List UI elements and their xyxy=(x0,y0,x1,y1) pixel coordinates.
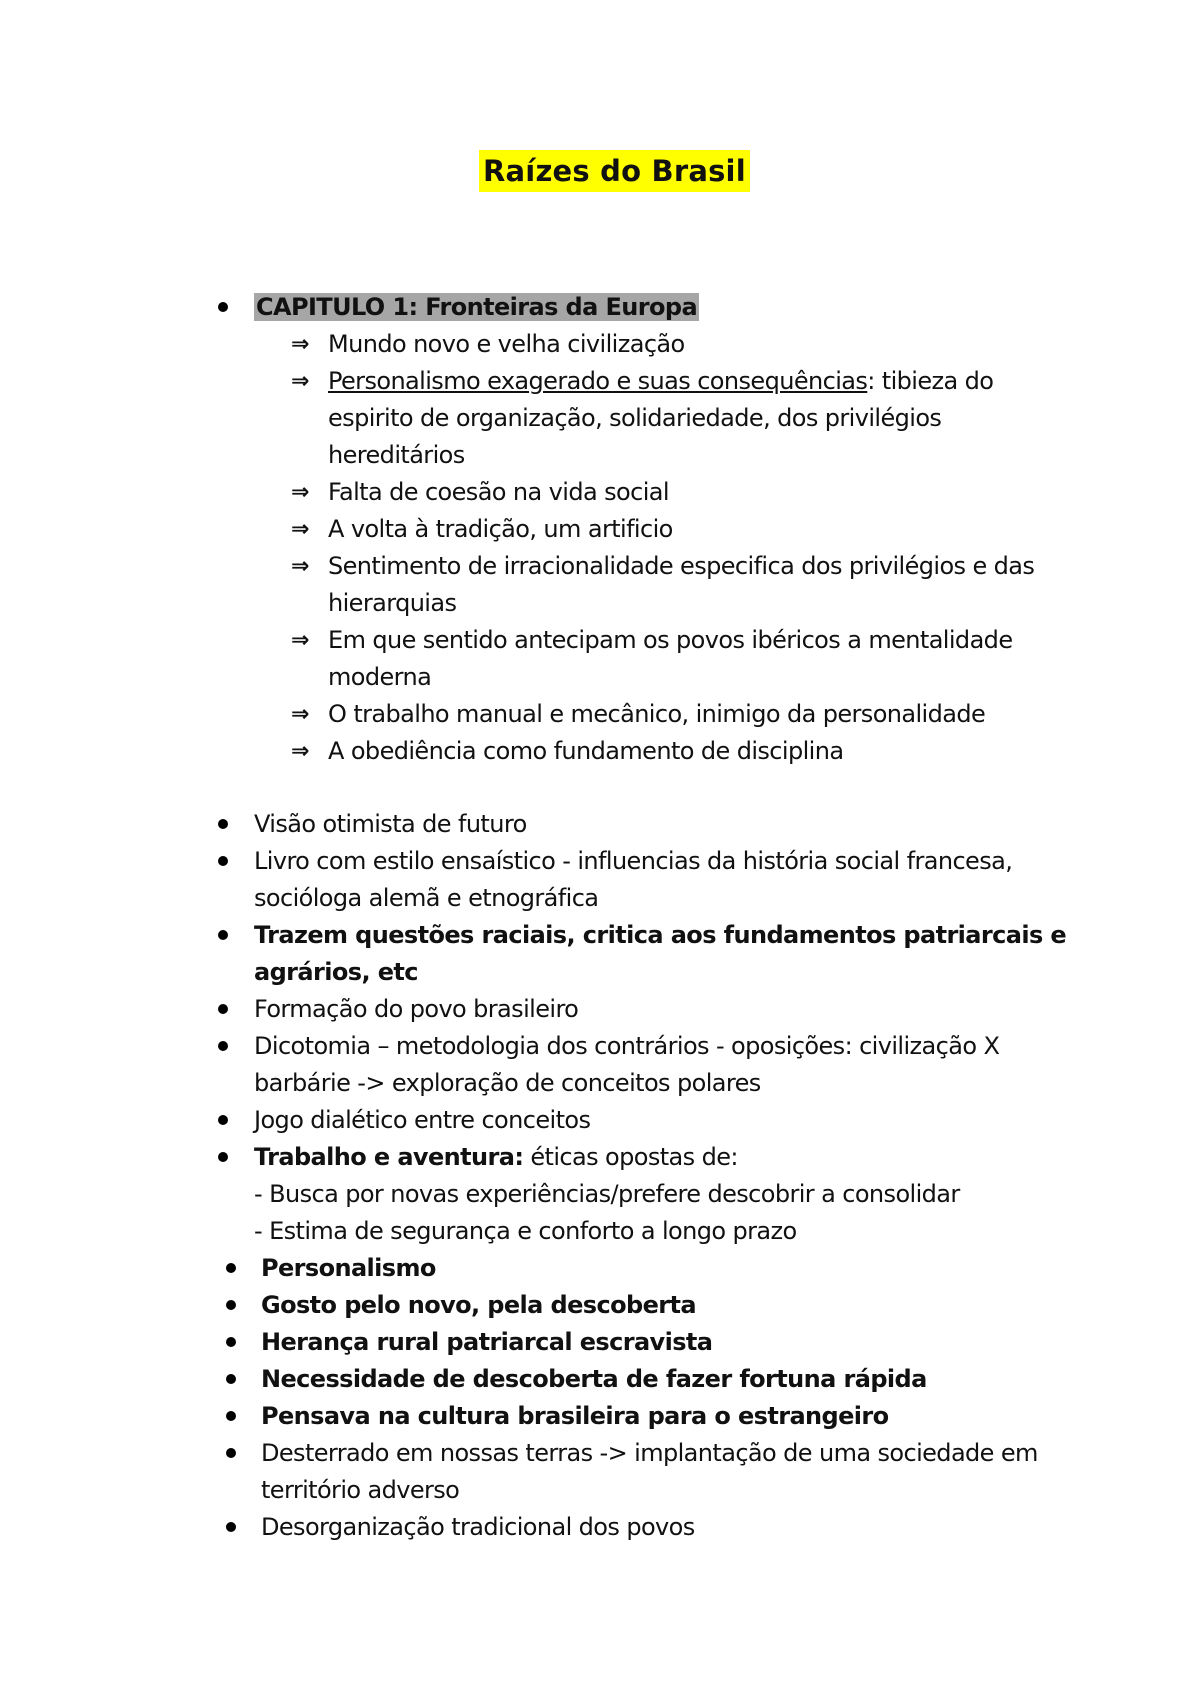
double-arrow-icon: ⇒ xyxy=(291,702,310,727)
chapter-item: Falta de coesão na vida social xyxy=(328,478,669,506)
list-item xyxy=(254,1139,738,1176)
page-title: Raízes do Brasil xyxy=(479,150,750,192)
double-arrow-icon: ⇒ xyxy=(291,628,310,653)
double-arrow-icon: ⇒ xyxy=(291,480,310,505)
list-item: Necessidade de descoberta de fazer fortuna rápida xyxy=(261,1365,927,1393)
list-item: Personalismo xyxy=(261,1254,436,1282)
chapter-item-continuation: hierarquias xyxy=(328,589,457,617)
chapter-item xyxy=(328,363,993,400)
bullet-dot-icon xyxy=(218,930,228,940)
double-arrow-icon: ⇒ xyxy=(291,554,310,579)
chapter-item-continuation: espirito de organização, solidariedade, dos privilégios xyxy=(328,404,942,432)
chapter-item: A volta à tradição, um artificio xyxy=(328,515,673,543)
bullet-dot-icon xyxy=(226,1337,236,1347)
bullet-dot-icon xyxy=(226,1300,236,1310)
list-item-continuation: - Busca por novas experiências/prefere descobrir a consolidar xyxy=(254,1180,960,1208)
double-arrow-icon: ⇒ xyxy=(291,369,310,394)
chapter-item: A obediência como fundamento de disciplina xyxy=(328,737,844,765)
bullet-dot-icon xyxy=(218,302,228,312)
bullet-dot-icon xyxy=(218,1152,228,1162)
list-item: Desorganização tradicional dos povos xyxy=(261,1513,695,1541)
chapter-item-rest: : tibieza do xyxy=(867,367,994,395)
list-item-continuation: agrários, etc xyxy=(254,958,418,986)
chapter-item: Mundo novo e velha civilização xyxy=(328,330,685,358)
double-arrow-icon: ⇒ xyxy=(291,332,310,357)
double-arrow-icon: ⇒ xyxy=(291,739,310,764)
list-item: Visão otimista de futuro xyxy=(254,810,527,838)
list-item: Jogo dialético entre conceitos xyxy=(254,1106,591,1134)
double-arrow-icon: ⇒ xyxy=(291,517,310,542)
chapter-item: Em que sentido antecipam os povos ibéricos a mentalidade xyxy=(328,626,1013,654)
underlined-phrase: Personalismo exagerado e suas consequências xyxy=(328,367,868,395)
list-item-rest: éticas opostas de: xyxy=(523,1143,738,1171)
bullet-dot-icon xyxy=(218,856,228,866)
list-item: Dicotomia – metodologia dos contrários - oposições: civilização X xyxy=(254,1032,1000,1060)
list-item-continuation: - Estima de segurança e conforto a longo prazo xyxy=(254,1217,797,1245)
list-item: Desterrado em nossas terras -> implantação de uma sociedade em xyxy=(261,1439,1038,1467)
list-item: Gosto pelo novo, pela descoberta xyxy=(261,1291,696,1319)
bullet-dot-icon xyxy=(226,1522,236,1532)
list-item: Herança rural patriarcal escravista xyxy=(261,1328,713,1356)
chapter-heading: CAPITULO 1: Fronteiras da Europa xyxy=(256,293,698,321)
bullet-dot-icon xyxy=(226,1411,236,1421)
bullet-dot-icon xyxy=(218,819,228,829)
bullet-dot-icon xyxy=(218,1115,228,1125)
list-item-continuation: barbárie -> exploração de conceitos polares xyxy=(254,1069,761,1097)
chapter-item-continuation: hereditários xyxy=(328,441,465,469)
list-item: Trazem questões raciais, critica aos fundamentos patriarcais e xyxy=(254,921,1067,949)
bullet-dot-icon xyxy=(226,1374,236,1384)
list-item: Formação do povo brasileiro xyxy=(254,995,579,1023)
list-item: Pensava na cultura brasileira para o estrangeiro xyxy=(261,1402,889,1430)
bullet-dot-icon xyxy=(226,1263,236,1273)
bullet-dot-icon xyxy=(218,1041,228,1051)
bullet-dot-icon xyxy=(218,1004,228,1014)
bold-lead: Trabalho e aventura: xyxy=(254,1143,524,1171)
bullet-dot-icon xyxy=(226,1448,236,1458)
chapter-item: O trabalho manual e mecânico, inimigo da personalidade xyxy=(328,700,986,728)
chapter-item: Sentimento de irracionalidade especifica dos privilégios e das xyxy=(328,552,1035,580)
list-item: Livro com estilo ensaístico - influencias da história social francesa, xyxy=(254,847,1013,875)
list-item-continuation: socióloga alemã e etnográfica xyxy=(254,884,599,912)
chapter-item-continuation: moderna xyxy=(328,663,432,691)
list-item-continuation: território adverso xyxy=(261,1476,460,1504)
